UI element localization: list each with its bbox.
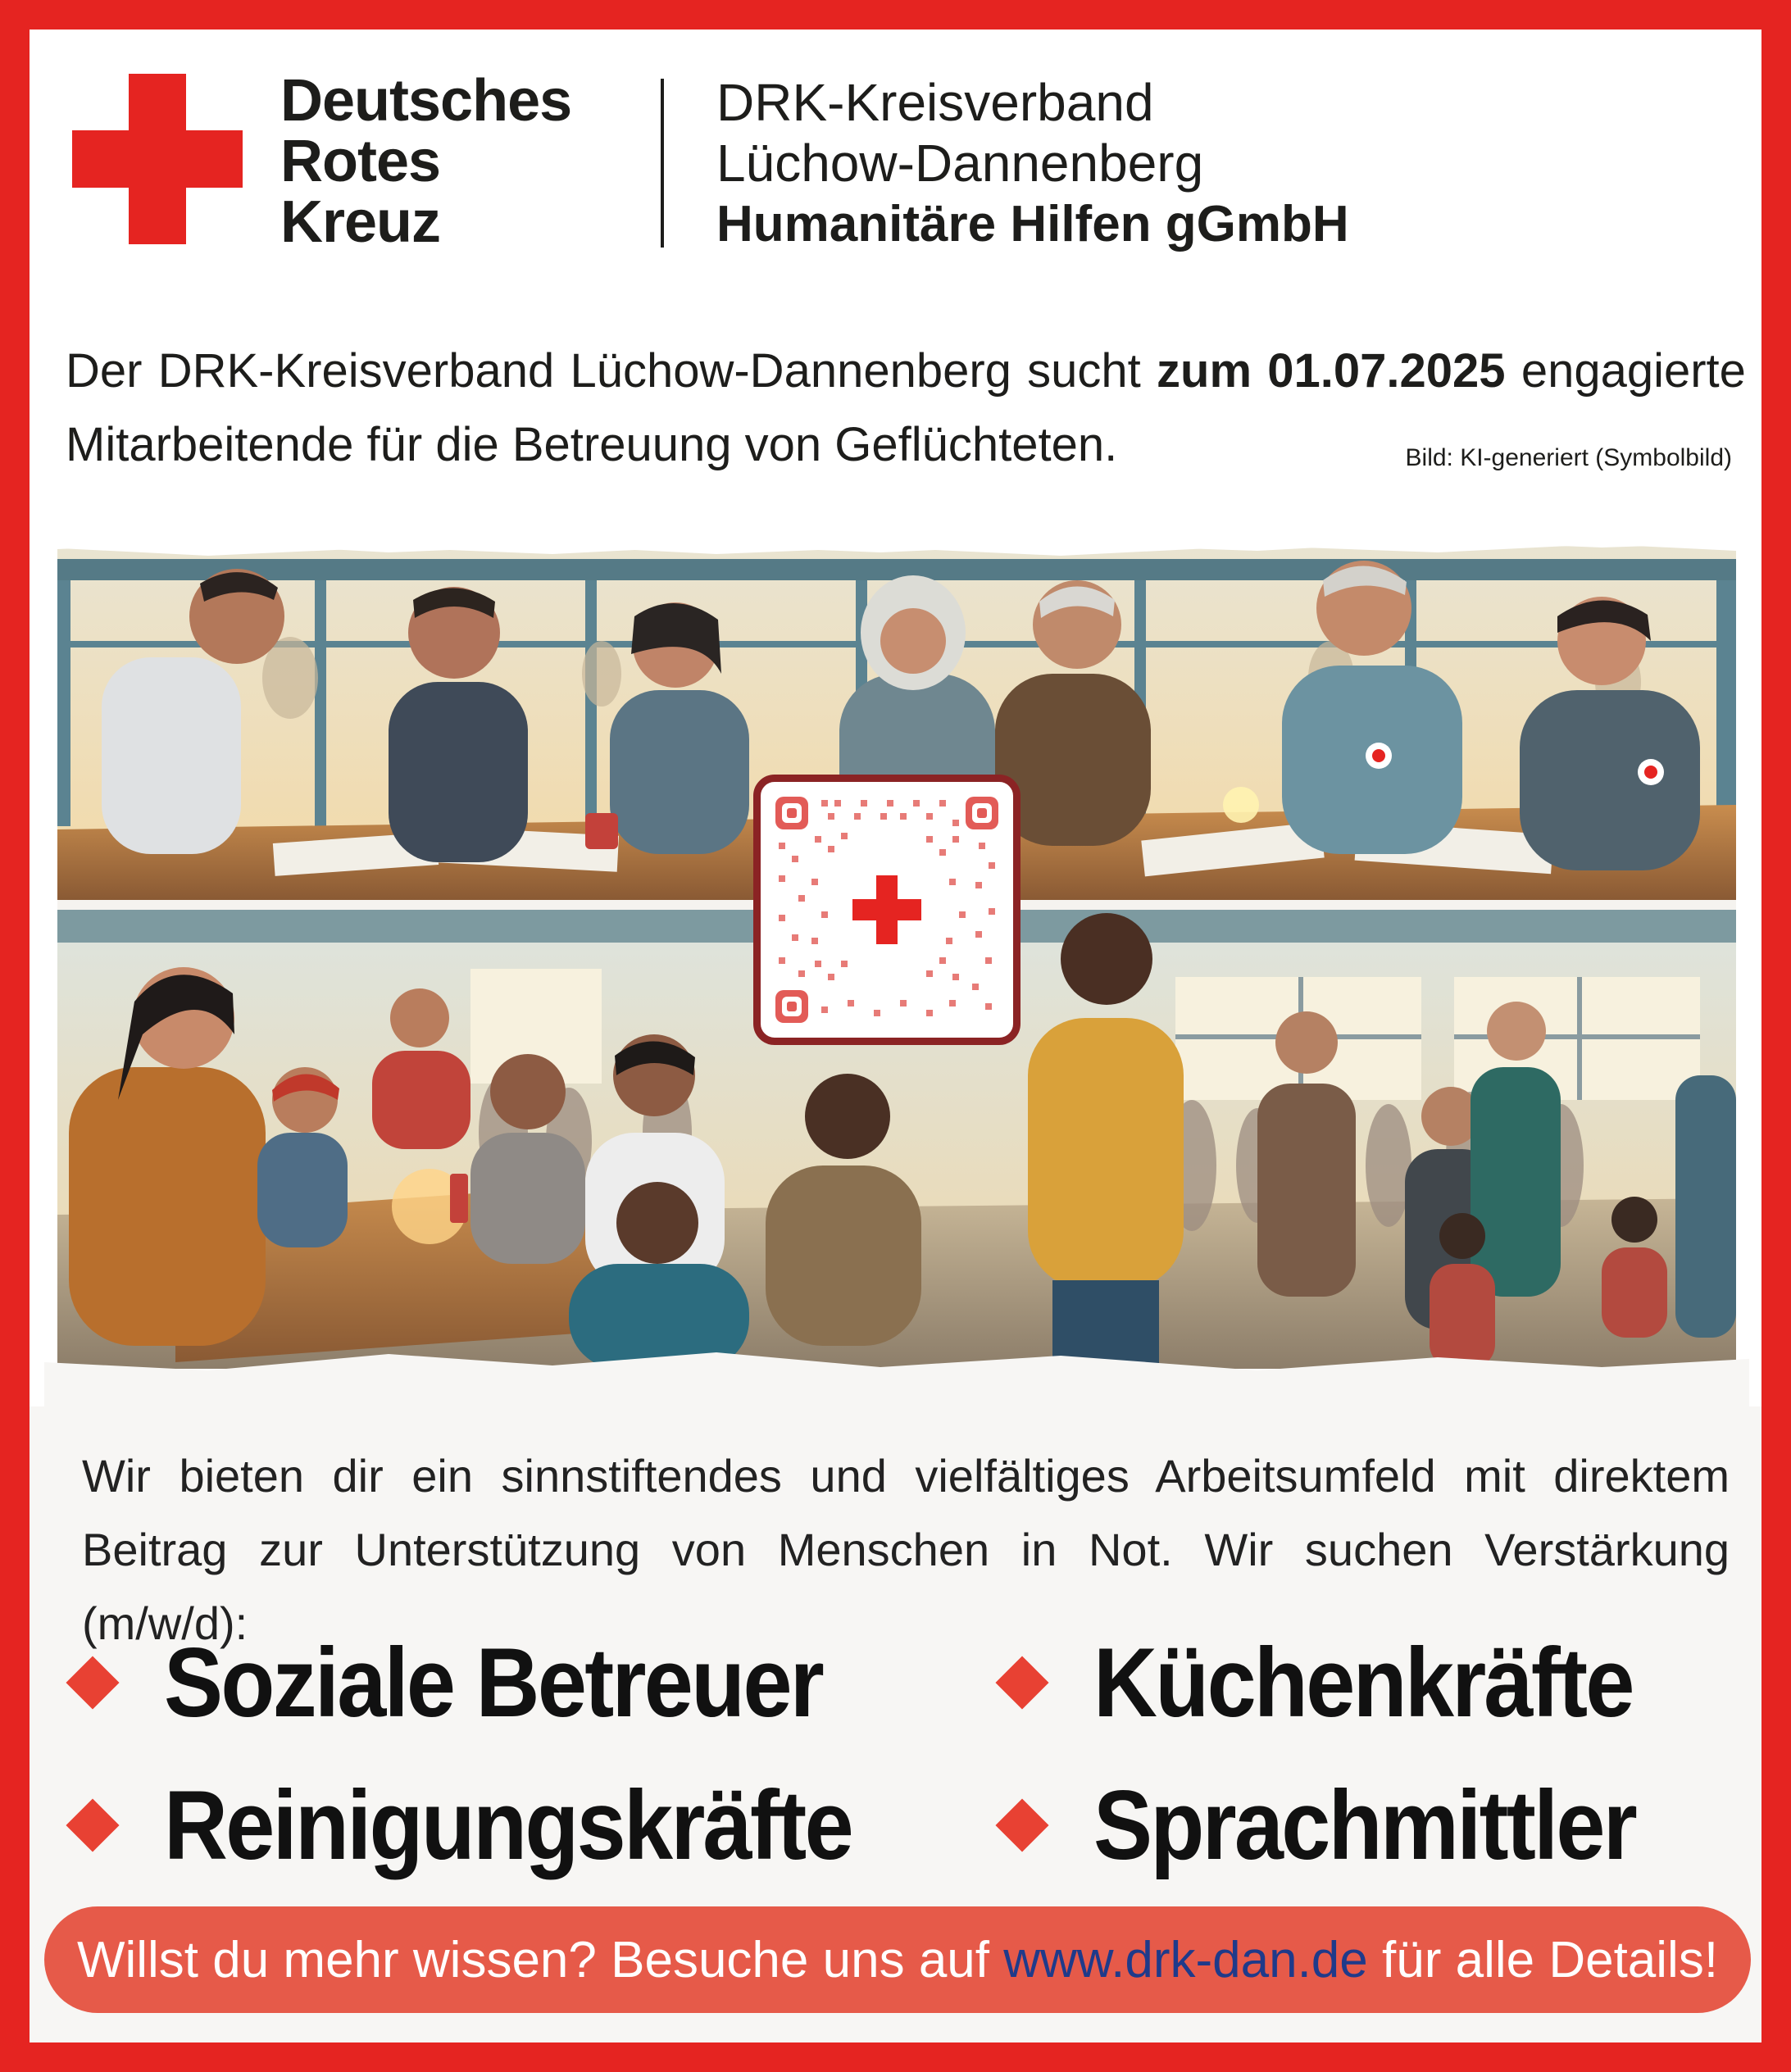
cta-bar <box>44 1906 1751 2013</box>
intro-word: Der <box>66 344 143 398</box>
wordmark-line: Kreuz <box>280 189 441 255</box>
position-label: Reinigungskräfte <box>164 1770 852 1880</box>
intro-line-2: Mitarbeitende für die Betreuung von Geflüchteten. <box>66 418 1118 471</box>
org-line-3: Humanitäre Hilfen gGmbH <box>716 196 1349 252</box>
position-item <box>74 1629 895 1736</box>
intro-word: DRK-Kreisverband <box>157 344 555 398</box>
cta-text-after: für alle Details! <box>1367 1931 1719 1988</box>
position-item <box>1003 1772 1696 1879</box>
position-label: Küchenkräfte <box>1093 1628 1633 1738</box>
position-item <box>74 1772 928 1879</box>
cta-text-before: Willst du mehr wissen? Besuche uns auf <box>76 1931 1004 1988</box>
diamond-icon <box>995 1798 1048 1852</box>
drk-wordmark <box>280 68 633 255</box>
intro-word-bold: zum <box>1157 344 1252 398</box>
position-label: Sprachmittler <box>1093 1770 1636 1880</box>
diamond-icon <box>66 1798 119 1852</box>
intro-word: Lüchow-Dannenberg <box>570 344 1011 398</box>
organization-name <box>716 72 1618 256</box>
intro-word: engagierte <box>1521 344 1746 398</box>
image-caption: Bild: KI-generiert (Symbolbild) <box>1405 444 1732 471</box>
diamond-icon <box>66 1656 119 1709</box>
wordmark-line: Deutsches <box>280 68 572 134</box>
website-link[interactable]: www.drk-dan.de <box>1003 1931 1368 1988</box>
wordmark-line: Rotes <box>280 129 441 194</box>
start-date: 01.07.2025 <box>1267 344 1506 398</box>
diamond-icon <box>995 1656 1048 1709</box>
position-item <box>1003 1629 1693 1736</box>
offer-text: Wir bieten dir ein sinnstiftendes und vielfältiges Arbeitsumfeld mit direktem Beitrag zur Unterstützung von Menschen in Not. Wir suchen Verstärkung (m/w/d): <box>82 1450 1730 1649</box>
intro-word: sucht <box>1027 344 1141 398</box>
position-label: Soziale Betreuer <box>164 1628 823 1738</box>
red-cross-icon <box>72 74 243 244</box>
org-line-2: Lüchow-Dannenberg <box>716 134 1204 193</box>
qr-code-icon[interactable] <box>753 775 1021 1045</box>
poster-canvas <box>30 30 1761 2042</box>
header-divider <box>661 79 664 248</box>
intro-line-1 <box>66 334 1746 408</box>
org-line-1: DRK-Kreisverband <box>716 73 1154 132</box>
